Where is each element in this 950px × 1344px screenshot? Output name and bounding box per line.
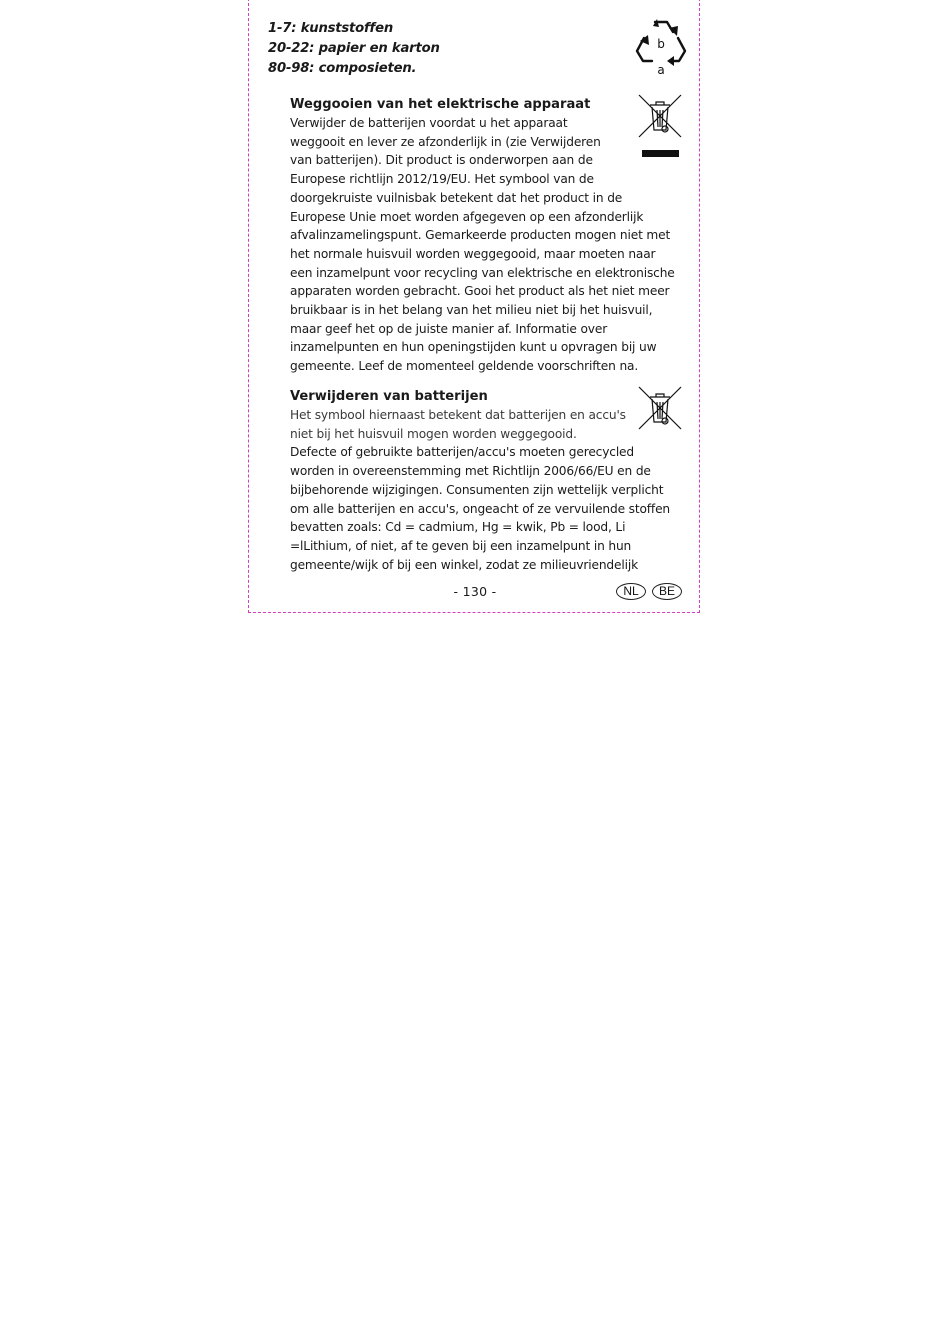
recycle-icon xyxy=(634,17,688,79)
recycle-code-b: b xyxy=(657,37,665,51)
text-line: weggooit en lever ze afzonderlijk in (zie Verwijderen xyxy=(290,134,601,149)
text-line: worden in overeenstemming met Richtlijn 2006/66/EU en de xyxy=(290,464,651,479)
text-line: gemeente. Leef de momenteel geldende voorschriften na. xyxy=(290,359,639,374)
text-line: het normale huisvuil worden weggegooid, maar moeten naar xyxy=(290,246,656,261)
crossed-bin-icon xyxy=(636,92,684,140)
text-line: Europese richtlijn 2012/19/EU. Het symbool van de xyxy=(290,172,594,187)
crossed-bin-icon xyxy=(636,384,684,432)
material-codes xyxy=(268,19,440,79)
batteries-heading: Verwijderen van batterijen xyxy=(290,389,488,404)
batteries-section xyxy=(290,387,686,574)
black-bar-icon xyxy=(642,150,679,157)
text-line: inzamelpunten en hun openingstijden kunt u opvragen bij uw xyxy=(290,340,657,355)
text-line: apparaten worden gebracht. Gooi het product als het niet meer xyxy=(290,284,670,299)
country-badge-nl: NL xyxy=(616,583,646,600)
material-code-line: 80-98: composieten. xyxy=(268,61,417,76)
batteries-intro xyxy=(290,406,686,443)
material-code-line: 1-7: kunststoffen xyxy=(268,21,394,36)
text-line: =lLithium, of niet, af te geven bij een inzamelpunt in hun xyxy=(290,538,632,553)
material-code-line: 20-22: papier en karton xyxy=(268,41,440,56)
text-line: Europese Unie moet worden afgegeven op een afzonderlijk xyxy=(290,209,644,224)
text-line: Verwijder de batterijen voordat u het apparaat xyxy=(290,116,568,130)
text-line: afvalinzamelingspunt. Gemarkeerde producten mogen niet met xyxy=(290,228,671,243)
text-line: bevatten zoals: Cd = cadmium, Hg = kwik, Pb = lood, Li xyxy=(290,520,626,535)
text-line: een inzamelpunt voor recycling van elektrische en elektronische xyxy=(290,265,675,280)
text-line: om alle batterijen en accu's, ongeacht of ze vervuilende stoffen xyxy=(290,501,670,516)
text-line: doorgekruiste vuilnisbak betekent dat het product in de xyxy=(290,190,623,205)
country-badge-be: BE xyxy=(652,583,682,600)
country-badges xyxy=(616,583,682,600)
disposal-text xyxy=(290,114,686,376)
text-line: maar geef het op de juiste manier af. Informatie over xyxy=(290,321,608,336)
recycle-code-a: a xyxy=(657,63,665,77)
text-line: gemeente/wijk of bij een winkel, zodat ze milieuvriendelijk xyxy=(290,557,638,572)
text-line: bijbehorende wijzigingen. Consumenten zijn wettelijk verplicht xyxy=(290,482,664,497)
text-line: bruikbaar is in het belang van het milieu niet bij het huisvuil, xyxy=(290,303,653,318)
disposal-section xyxy=(290,95,686,376)
page-number: - 130 - xyxy=(453,584,497,599)
text-line: Defecte of gebruikte batterijen/accu's moeten gerecycled xyxy=(290,445,634,460)
text-line: van batterijen). Dit product is onderworpen aan de xyxy=(290,153,593,168)
disposal-heading: Weggooien van het elektrische apparaat xyxy=(290,97,591,112)
text-line: niet bij het huisvuil mogen worden weggegooid. xyxy=(290,426,577,441)
text-line: Het symbool hiernaast betekent dat batterijen en accu's xyxy=(290,408,626,422)
batteries-text xyxy=(290,443,686,574)
